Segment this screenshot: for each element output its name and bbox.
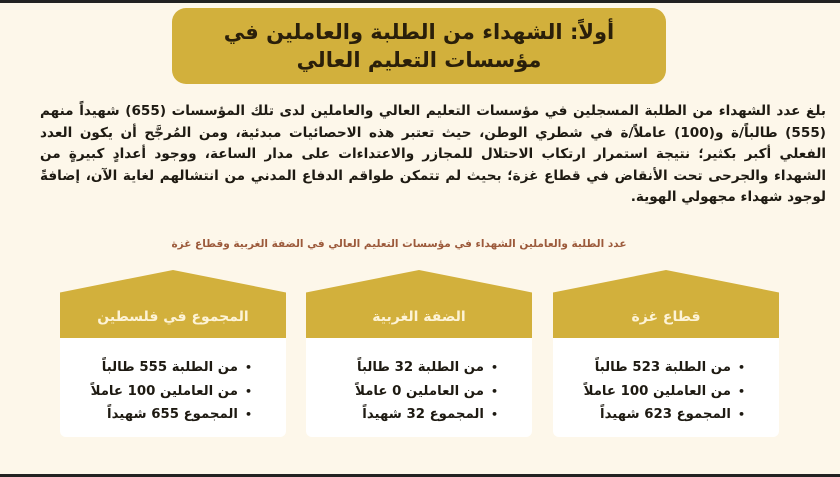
card-body — [60, 338, 286, 437]
list-item: • من الطلبة 555 طالباً — [91, 356, 252, 380]
list-item: • من العاملين 0 عاملاً — [355, 380, 498, 404]
list-item: • من العاملين 100 عاملاً — [91, 380, 252, 404]
list-item: • المجموع 32 شهيداً — [355, 403, 498, 427]
card-gaza — [553, 270, 779, 438]
section-title: أولاً: الشهداء من الطلبة والعاملين في مؤسسات التعليم العالي — [223, 20, 615, 72]
infographic-caption: عدد الطلبة والعاملين الشهداء في مؤسسات التعليم العالي في الضفة الغربية وقطاع غزة — [171, 238, 627, 250]
list-item: • من الطلبة 523 طالباً — [584, 356, 745, 380]
card-list — [355, 356, 498, 427]
card-title: المجموع في فلسطين — [97, 309, 249, 325]
list-item: • المجموع 623 شهيداً — [584, 403, 745, 427]
card-body — [553, 338, 779, 437]
card-list — [91, 356, 252, 427]
card-west-bank — [306, 270, 532, 438]
list-item: • المجموع 655 شهيداً — [91, 403, 252, 427]
list-item: • من الطلبة 32 طالباً — [355, 356, 498, 380]
card-title: قطاع غزة — [631, 309, 701, 325]
card-list — [584, 356, 745, 427]
intro-paragraph: بلغ عدد الشهداء من الطلبة المسجلين في مؤسسات التعليم العالي والعاملين لدى تلك المؤسسات (655) شهيداً منهم (555) طالباً/ة و(100) عاملاً/ة في شطري الوطن، حيث تعتبر هذه الاحصائيات مبدئية، ومن المُرجَّح أن يكون العدد الفعلي أكبر بكثير؛ نتيجة استمرار ارتكاب الاحتلال للمجازر والاعتداءات على مدار الساعة، ووجود أعدادٍ كبيرةٍ من الشهداء والجرحى تحت الأنقاض في قطاع غزة؛ بحيث لم تتمكن طواقم الدفاع المدني من انتشالهم لغاية الآن، إضافةً لوجود شهداء مجهولي الهوية. — [40, 103, 827, 205]
card-title: الضفة الغربية — [372, 309, 466, 325]
section-title-banner — [172, 8, 666, 84]
card-body — [306, 338, 532, 437]
list-item: • من العاملين 100 عاملاً — [584, 380, 745, 404]
top-border — [0, 0, 840, 3]
card-palestine-total — [60, 270, 286, 438]
